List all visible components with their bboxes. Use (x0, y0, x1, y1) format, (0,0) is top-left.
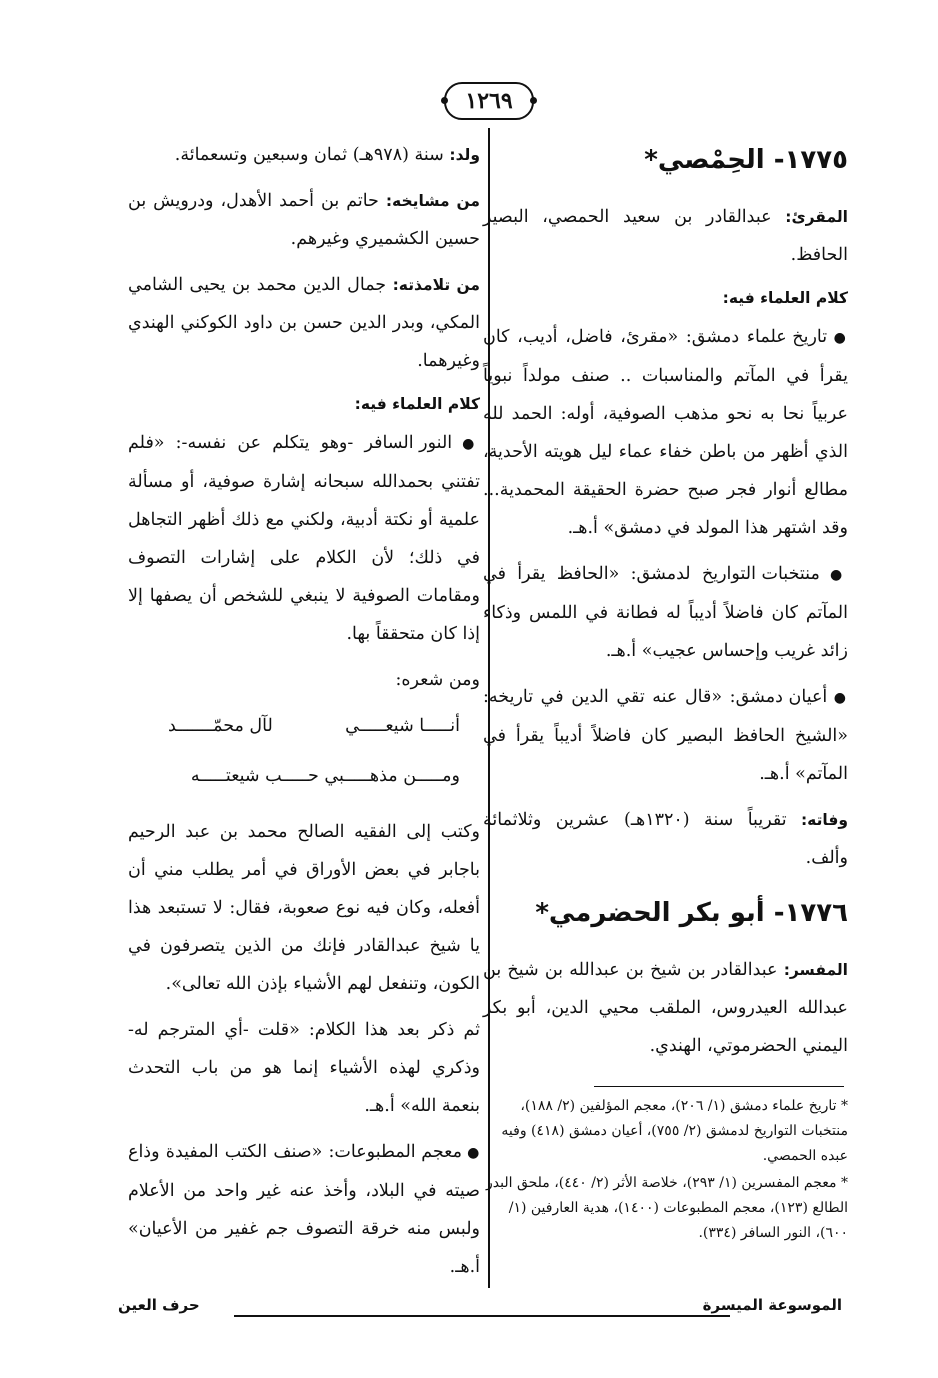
students-label: من تلامذته: (392, 276, 481, 294)
teachers-info (128, 182, 480, 258)
death-info (483, 801, 848, 877)
students-info (128, 266, 480, 380)
students-text: جمال الدين محمد بن يحيى الشامي المكي، وبدر الدين حسن بن داود الكوكني الهندي وغيرهما. (128, 275, 480, 371)
poetry-intro: ومن شعره: (395, 670, 480, 690)
scholars-heading: كلام العلماء فيه: (354, 395, 480, 413)
verse-hemistich-2: لآل محمّـــــــد (168, 716, 273, 736)
intro-label: المفسر: (783, 961, 848, 979)
bullet-icon: ● (827, 690, 848, 706)
paragraph: ثم ذكر بعد هذا الكلام: «قلت -أي المترجم له- وذكري لهذه الأشياء إنما هو من باب التحدث بنعمة الله» أ.هـ. (128, 1020, 480, 1116)
death-label: وفاته: (800, 811, 848, 829)
footnote: * معجم المفسرين (١/ ٢٩٣)، خلاصة الأثر (٢/ ٤٤٠)، ملحق البدر الطالع (١٢٣)، معجم المطبوعات (١٤٠٠)، هدية العارفين (١/ ٦٠٠)، النور السافر (٣٣٤). (486, 1175, 848, 1241)
bullet-icon: ● (462, 1145, 480, 1161)
series-title: الموسوعة الميسرة (702, 1296, 842, 1314)
quote-item: ● معجم المطبوعات: «صنف الكتب المفيدة وذاع صيته في البلاد، وأخذ عنه غير واحد من الأعلام ولبس منه خرقة التصوف جم غفير من الأعيان» أ.هـ. (128, 1142, 480, 1277)
intro-text: عبدالقادر بن شيخ بن عبدالله بن شيخ بن عبدالله العيدروس، الملقب محيي الدين، أبو بكر اليمني الحضرموتي، الهندي. (483, 960, 848, 1056)
entry-title-1775: ١٧٧٥- الحِمْصي* (644, 145, 848, 175)
footnotes (482, 1094, 848, 1248)
right-column (483, 136, 848, 1073)
quote-item: ● النور السافر -وهو يتكلم عن نفسه-: «فلم تفتني بحمدالله سبحانه إشارة صوفية، أو مسألة علمية أو نكتة أدبية، ولكني مع ذلك أظهر التجاهل في ذلك؛ لأن الكلام على إشارات التصوف ومقامات الصوفية لا ينبغي للشخص أن يصفها إلا إذا كان متحققاً بها. (128, 433, 480, 644)
quote-item: ● أعيان دمشق: «قال عنه تقي الدين في تاريخه: «الشيخ الحافظ البصير كان فاضلاً أديباً يقرأ في المآتم» أ.هـ. (483, 687, 848, 784)
left-column (128, 136, 480, 1294)
birth-text: سنة (٩٧٨هـ) ثمان وسبعين وتسعمائة. (174, 145, 444, 165)
footnote-divider (594, 1086, 844, 1087)
bullet-icon: ● (452, 436, 480, 452)
birth-label: ولد: (449, 146, 480, 164)
asterisk-icon: * (836, 1175, 848, 1191)
page-number: ١٢٦٩ (444, 82, 534, 120)
bullet-icon: ● (819, 567, 848, 583)
teachers-label: من مشايخه: (385, 192, 480, 210)
bullet-icon: ● (827, 330, 848, 346)
death-text: تقريباً سنة (١٣٢٠هـ) عشرين وثلاثمائة وألف. (483, 810, 848, 868)
quote-item: ● تاريخ علماء دمشق: «مقرئ، فاضل، أديب، كان يقرأ في المآتم والمناسبات .. صنف مولداً نبوياً عربياً نحا به نحو مذهب الصوفية، أوله: الحمد لله الذي أظهر من باطن خفاء عماء ليل هويته الأحدية، مطالع أنوار فجر صبح حضرة الحقيقة المحمدية... وقد اشتهر هذا المولد في دمشق» أ.هـ. (483, 327, 848, 538)
entry-intro-1776 (483, 951, 848, 1065)
intro-label: المقرئ: (785, 208, 848, 226)
paragraph: وكتب إلى الفقيه الصالح محمد بن عبد الرحيم باجابر في بعض الأوراق في أمر يطلب مني أن أفعله، وكان فيه نوع صعوبة، فقال: لا تستبعد هذا يا شيخ عبدالقادر فإنك من الذين يتصرفون في الكون، وتنفعل لهم الأشياء بإذن الله تعالى». (128, 822, 480, 994)
page-footer (118, 1296, 842, 1322)
footnote: * تاريخ علماء دمشق (١/ ٢٠٦)، معجم المؤلفين (٢/ ١٨٨)، منتخبات التواريخ لدمشق (٢/ ٧٥٥)، أعيان دمشق (٤١٨) وفيه عبده الحمصي. (501, 1098, 848, 1164)
birth-info (128, 136, 480, 174)
section-title: حرف العين (118, 1296, 200, 1314)
intro-text: عبدالقادر بن سعيد الحمصي، البصير الحافظ. (483, 207, 848, 265)
verse-line-1 (168, 707, 460, 745)
verse-hemistich-1: أنـــــا شيعـــــي (345, 716, 460, 736)
footer-rule (234, 1315, 730, 1317)
verse-line-2: ومـــــن مذهـــــبي حـــــب شيعتـــــه (190, 766, 460, 786)
teachers-text: حاتم بن أحمد الأهدل، ودرويش بن حسين الكشميري وغيرهم. (128, 191, 480, 249)
entry-intro-1775 (483, 198, 848, 274)
entry-title-1776: ١٧٧٦- أبو بكر الحضرمي* (535, 898, 848, 928)
asterisk-icon: * (836, 1098, 848, 1114)
scholars-heading: كلام العلماء فيه: (722, 289, 848, 307)
quote-item: ● منتخبات التواريخ لدمشق: «الحافظ يقرأ في المآتم كان فاضلاً أديباً له فطانة في اللمس وذكاء زائد غريب وإحساس عجيب» أ.هـ. (483, 564, 848, 661)
